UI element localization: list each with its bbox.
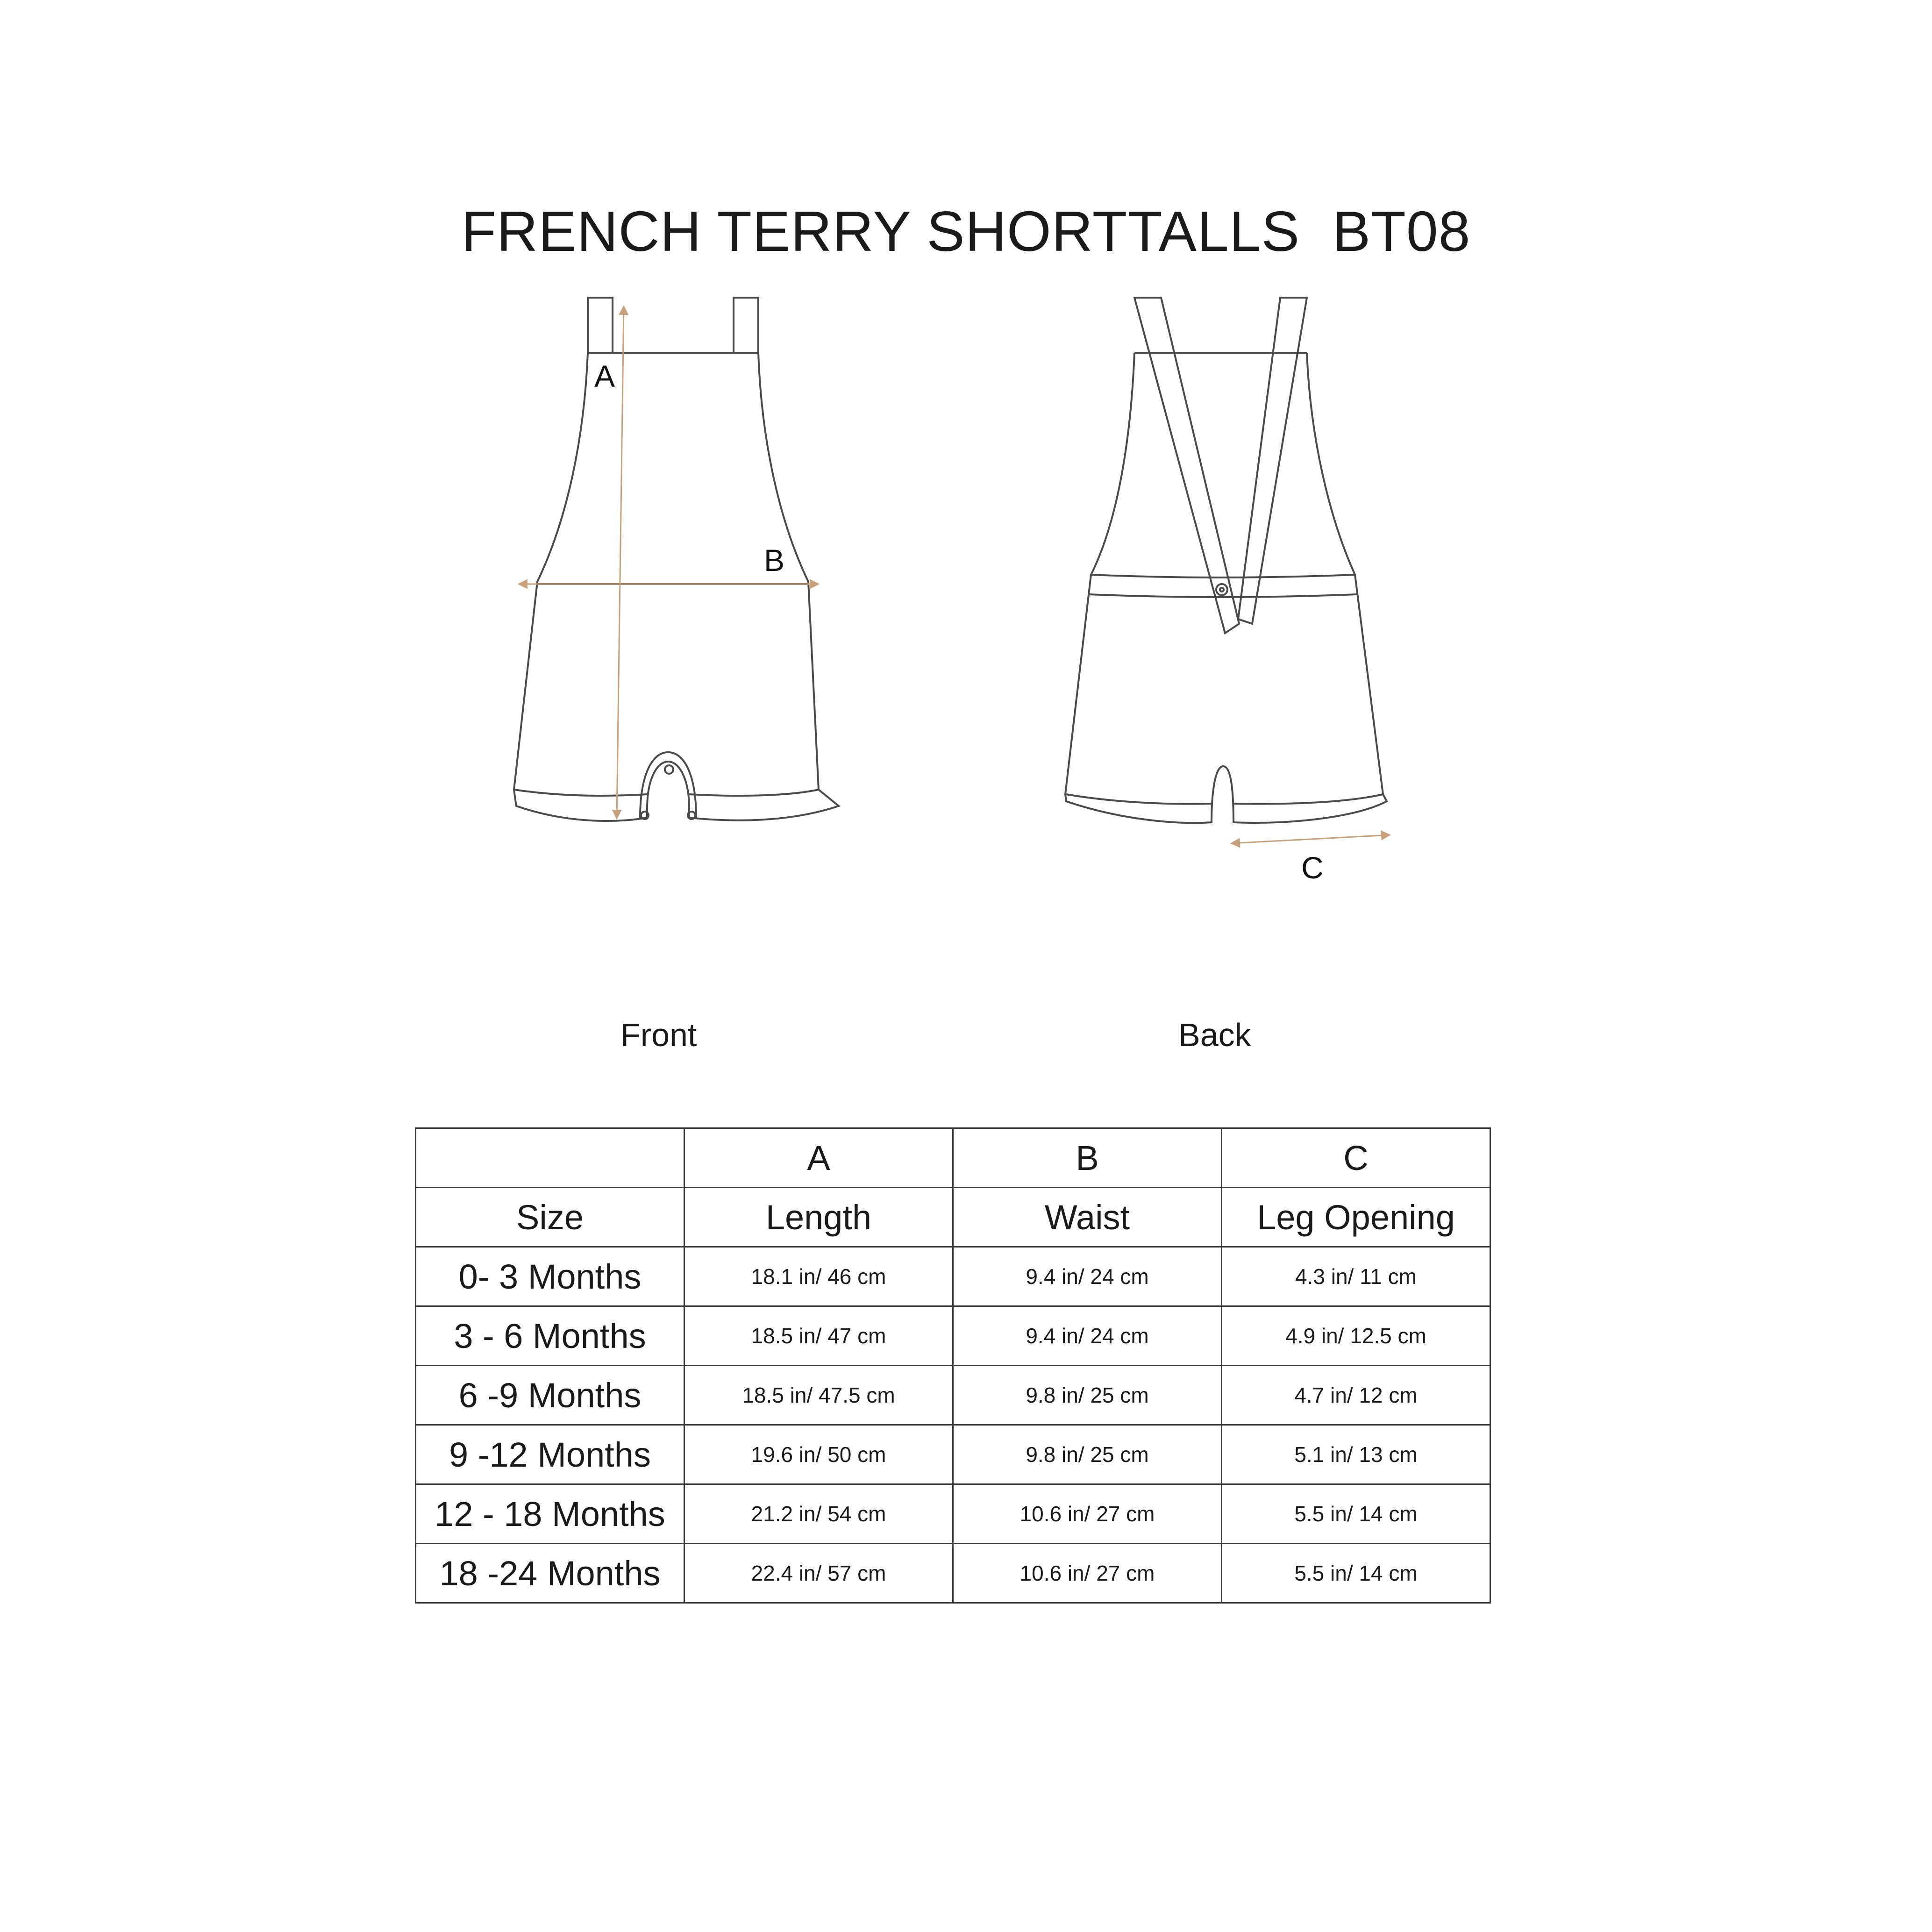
letter-cell-c: C [1222, 1128, 1490, 1188]
waist-cell: 9.4 in/ 24 cm [953, 1247, 1222, 1306]
leg-cell: 5.1 in/ 13 cm [1222, 1425, 1490, 1484]
front-body-outline [514, 353, 839, 821]
size-cell: 0- 3 Months [416, 1247, 684, 1306]
front-view-drawing [514, 298, 839, 821]
back-button [1216, 584, 1227, 595]
back-body-outline [1065, 353, 1387, 823]
table-row [416, 1484, 1490, 1544]
table-row [416, 1306, 1490, 1366]
waist-cell: 9.8 in/ 25 cm [953, 1366, 1222, 1425]
table-row [416, 1544, 1490, 1603]
measure-b-label: B [764, 543, 785, 577]
size-cell: 12 - 18 Months [416, 1484, 684, 1544]
length-cell: 18.5 in/ 47 cm [684, 1306, 953, 1366]
measure-c-arrow [1231, 835, 1390, 843]
length-cell: 18.1 in/ 46 cm [684, 1247, 953, 1306]
size-cell: 9 -12 Months [416, 1425, 684, 1484]
table-letter-row [416, 1128, 1490, 1188]
front-left-strap [588, 298, 613, 353]
leg-cell: 5.5 in/ 14 cm [1222, 1484, 1490, 1544]
header-size: Size [416, 1188, 684, 1247]
back-view-label: Back [1178, 1017, 1251, 1053]
size-cell: 18 -24 Months [416, 1544, 684, 1603]
measure-a-label: A [594, 359, 615, 393]
letter-cell-empty [416, 1128, 684, 1188]
table-row [416, 1425, 1490, 1484]
size-cell: 6 -9 Months [416, 1366, 684, 1425]
length-cell: 18.5 in/ 47.5 cm [684, 1366, 953, 1425]
leg-cell: 4.3 in/ 11 cm [1222, 1247, 1490, 1306]
document-title: FRENCH TERRY SHORTTALLS BT08 [461, 200, 1471, 263]
size-chart-table [415, 1127, 1491, 1604]
measure-c-label: C [1301, 850, 1324, 885]
header-leg-opening: Leg Opening [1222, 1188, 1490, 1247]
waist-cell: 9.8 in/ 25 cm [953, 1425, 1222, 1484]
back-measurements [1231, 835, 1390, 843]
front-view-label: Front [620, 1017, 697, 1053]
table-row [416, 1247, 1490, 1306]
size-cell: 3 - 6 Months [416, 1306, 684, 1366]
waist-cell: 10.6 in/ 27 cm [953, 1484, 1222, 1544]
leg-cell: 4.7 in/ 12 cm [1222, 1366, 1490, 1425]
length-cell: 21.2 in/ 54 cm [684, 1484, 953, 1544]
header-length: Length [684, 1188, 953, 1247]
leg-cell: 5.5 in/ 14 cm [1222, 1544, 1490, 1603]
table-header-row [416, 1188, 1490, 1247]
letter-cell-a: A [684, 1128, 953, 1188]
header-waist: Waist [953, 1188, 1222, 1247]
length-cell: 22.4 in/ 57 cm [684, 1544, 953, 1603]
measure-a-arrow [617, 306, 624, 819]
leg-cell: 4.9 in/ 12.5 cm [1222, 1306, 1490, 1366]
length-cell: 19.6 in/ 50 cm [684, 1425, 953, 1484]
front-right-strap [734, 298, 758, 353]
table-row [416, 1366, 1490, 1425]
waist-cell: 9.4 in/ 24 cm [953, 1306, 1222, 1366]
front-snap-top [665, 765, 673, 774]
back-strap-left [1134, 298, 1239, 633]
waist-cell: 10.6 in/ 27 cm [953, 1544, 1222, 1603]
letter-cell-b: B [953, 1128, 1222, 1188]
back-strap-right [1238, 298, 1307, 624]
back-view-drawing [1065, 298, 1387, 823]
